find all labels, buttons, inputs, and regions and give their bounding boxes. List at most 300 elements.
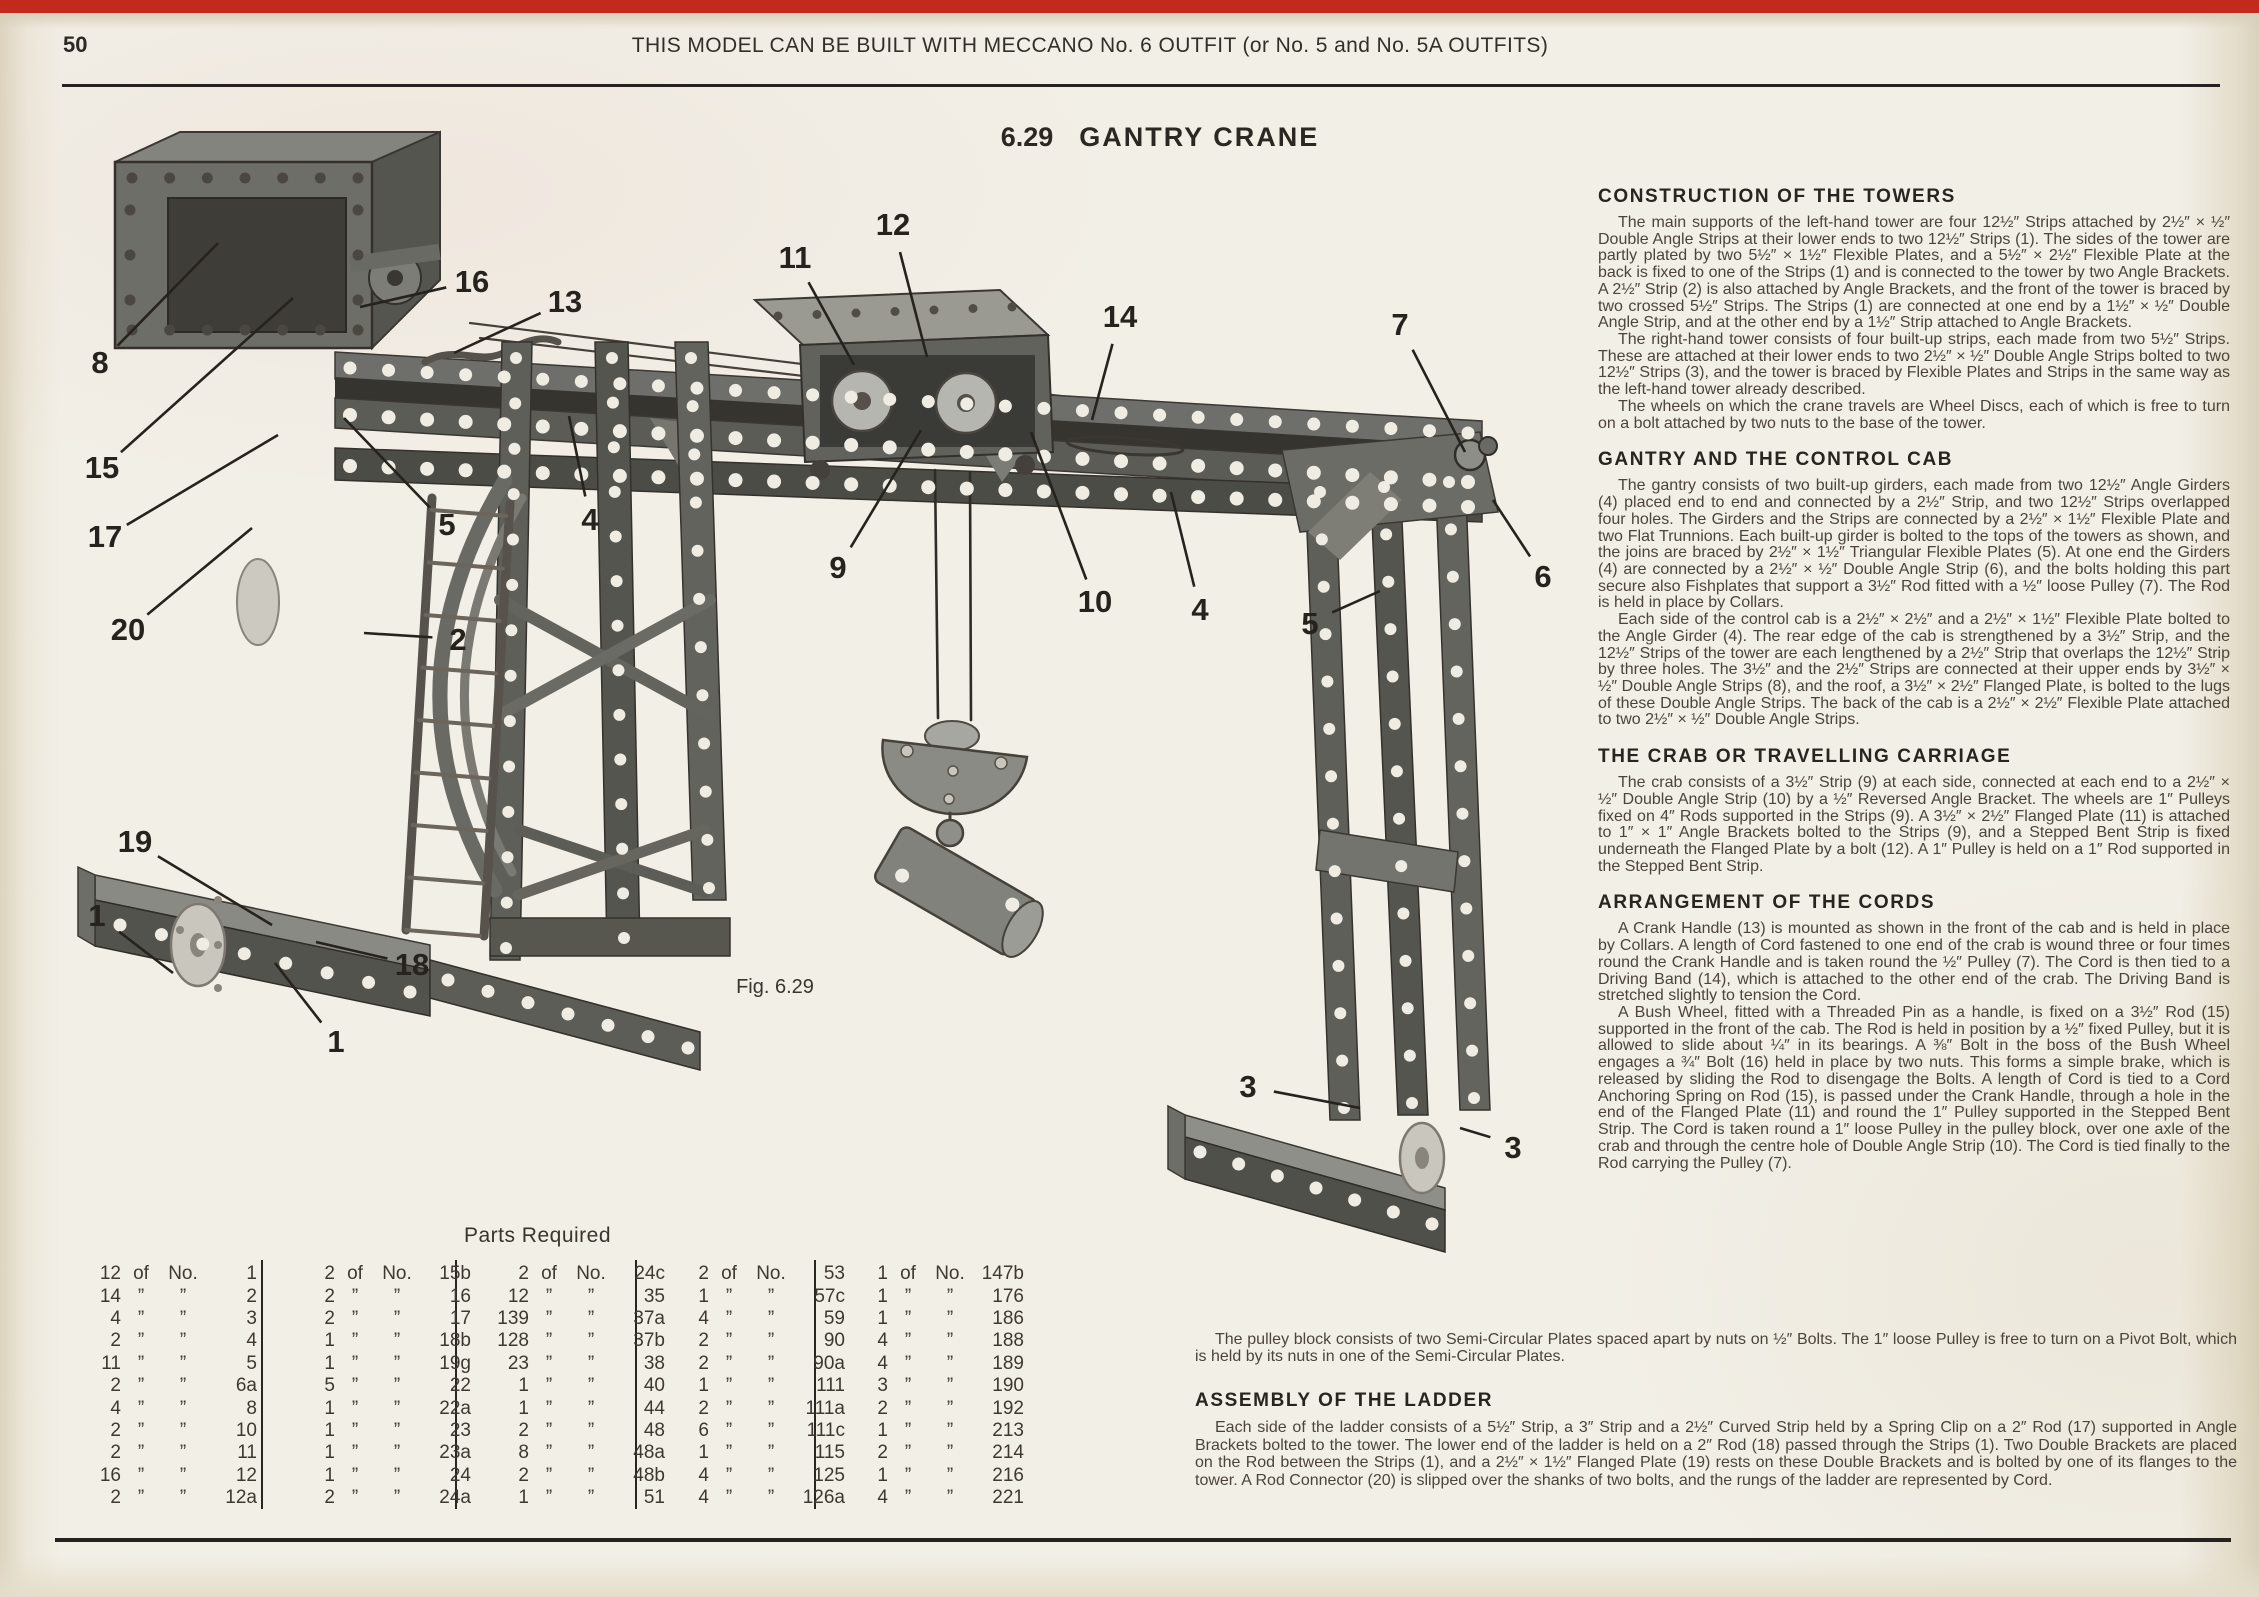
strip-hole bbox=[353, 325, 364, 336]
ditto-mark: ” bbox=[587, 1397, 595, 1419]
part-quantity: 1 bbox=[698, 1375, 709, 1397]
crane-illustration bbox=[50, 130, 1620, 1270]
strip-hole bbox=[922, 395, 935, 408]
part-quantity: 4 bbox=[110, 1307, 121, 1329]
part-number: 19g bbox=[439, 1352, 471, 1374]
ditto-mark: ” bbox=[767, 1330, 775, 1352]
part-number: 17 bbox=[449, 1307, 471, 1329]
ditto-mark: of bbox=[133, 1263, 149, 1285]
strip-hole bbox=[127, 173, 138, 184]
ditto-mark: ” bbox=[137, 1307, 145, 1329]
ditto-mark: ” bbox=[179, 1397, 187, 1419]
strip-hole bbox=[729, 473, 743, 487]
strip-hole bbox=[692, 545, 704, 557]
part-quantity: 2 bbox=[110, 1487, 121, 1509]
ditto-mark: ” bbox=[351, 1330, 359, 1352]
strip-hole bbox=[1466, 1045, 1478, 1057]
ditto-mark: ” bbox=[946, 1419, 954, 1441]
strip-hole bbox=[321, 966, 334, 979]
parts-row bbox=[75, 1420, 261, 1442]
parts-column bbox=[75, 1260, 263, 1509]
callout-label: 1 bbox=[88, 898, 106, 933]
strip-hole bbox=[1395, 860, 1407, 872]
parts-row bbox=[75, 1285, 261, 1307]
strip-hole bbox=[960, 445, 974, 459]
strip-hole bbox=[1456, 808, 1468, 820]
parts-row bbox=[289, 1397, 471, 1419]
ditto-mark: ” bbox=[393, 1442, 401, 1464]
part-quantity: 2 bbox=[324, 1487, 335, 1509]
part-number: 37b bbox=[633, 1330, 665, 1352]
ditto-mark: ” bbox=[725, 1352, 733, 1374]
part-number: 186 bbox=[992, 1307, 1024, 1329]
strip-hole bbox=[501, 897, 513, 909]
ditto-mark: ” bbox=[587, 1487, 595, 1509]
callout-label: 16 bbox=[454, 264, 490, 299]
parts-row bbox=[75, 1308, 261, 1330]
part-number: 3 bbox=[246, 1307, 257, 1329]
ditto-mark: ” bbox=[351, 1442, 359, 1464]
gantry-crane-figure bbox=[50, 130, 1620, 1270]
ditto-mark: ” bbox=[393, 1307, 401, 1329]
callout-label: 9 bbox=[829, 550, 847, 585]
strip-hole bbox=[1153, 409, 1166, 422]
strip-hole bbox=[696, 689, 708, 701]
instruction-section bbox=[1598, 186, 2230, 432]
part-number: 48b bbox=[633, 1464, 665, 1486]
parts-row bbox=[842, 1464, 1024, 1487]
ditto-mark: ” bbox=[179, 1442, 187, 1464]
ditto-mark: ” bbox=[904, 1419, 912, 1441]
parts-row bbox=[289, 1307, 471, 1330]
page-header: THIS MODEL CAN BE BUILT WITH MECCANO No. 6 OUTFIT (or No. 5 and No. 5A OUTFITS) bbox=[631, 34, 1549, 57]
ditto-mark: of bbox=[541, 1263, 557, 1285]
strip-hole bbox=[315, 173, 326, 184]
strip-hole bbox=[1422, 499, 1436, 513]
strip-hole bbox=[768, 386, 781, 399]
strip-hole bbox=[891, 307, 900, 316]
strip-hole bbox=[1076, 404, 1089, 417]
part-number: 111a bbox=[805, 1397, 845, 1419]
strip-hole bbox=[420, 413, 434, 427]
ditto-mark: ” bbox=[351, 1375, 359, 1397]
strip-hole bbox=[1327, 818, 1339, 830]
part-quantity: 2 bbox=[518, 1263, 529, 1285]
strip-hole bbox=[1332, 960, 1344, 972]
strip-hole bbox=[1406, 1097, 1418, 1109]
parts-row bbox=[289, 1285, 471, 1307]
strip-hole bbox=[508, 488, 520, 500]
figure-caption: Fig. 6.29 bbox=[736, 976, 814, 998]
parts-row bbox=[483, 1464, 665, 1487]
part-number: 48 bbox=[643, 1419, 665, 1441]
part-number: 125 bbox=[813, 1464, 845, 1486]
strip-hole bbox=[482, 985, 495, 998]
section-paragraph: A Bush Wheel, fitted with a Threaded Pin as a handle, is fixed on a 3½″ Rod (15) supported in the front of the cab. The Rod is held in position by a ½″ fixed Pulley, but it is allowed to slide about ¼″ in its bearings. A ⅜″ Bolt in the boss of the Bush Wheel engages a ¾″ Bolt (16) held in place by two nuts. This forms a simple brake, which is released by sliding the Rod to disengage the Bolts. A length of Cord is tied to a Cord Anchoring Spring on Rod (15), is passed under the Crank Handle, through a hole in the end of the Flanged Plate (11) and round the 1″ Pulley supported in the Stepped Bent Strip. The Cord is taken round a 1″ loose Pulley in the pulley block, over one axle of the crab and through the centre hole of Double Angle Strip (10). The Cord is tied finally to the Rod carrying the Pulley (7). bbox=[1598, 1004, 2230, 1172]
ditto-mark: ” bbox=[393, 1464, 401, 1486]
part-number: 126a bbox=[802, 1487, 845, 1509]
ditto-mark: ” bbox=[946, 1464, 954, 1486]
part-number: 12a bbox=[225, 1487, 257, 1509]
ditto-mark: ” bbox=[725, 1285, 733, 1307]
callout-label: 6 bbox=[1534, 559, 1552, 594]
strip-hole bbox=[1153, 489, 1167, 503]
strip-hole bbox=[960, 397, 973, 410]
strip-hole bbox=[615, 798, 627, 810]
strip-hole bbox=[1443, 476, 1455, 488]
ditto-mark: ” bbox=[137, 1330, 145, 1352]
strip-hole bbox=[1230, 413, 1243, 426]
strip-hole bbox=[315, 325, 326, 336]
part-number: 190 bbox=[992, 1375, 1024, 1397]
ditto-mark: ” bbox=[767, 1352, 775, 1374]
ditto-mark: ” bbox=[587, 1307, 595, 1329]
parts-row bbox=[842, 1307, 1024, 1330]
ditto-mark: ” bbox=[946, 1352, 954, 1374]
part-number: 90a bbox=[813, 1352, 845, 1374]
ditto-mark: ” bbox=[137, 1285, 145, 1307]
parts-row bbox=[483, 1285, 665, 1307]
ditto-mark: ” bbox=[393, 1397, 401, 1419]
strip-hole bbox=[459, 415, 473, 429]
strip-hole bbox=[612, 664, 624, 676]
ditto-mark: ” bbox=[137, 1442, 145, 1464]
strip-hole bbox=[690, 497, 702, 509]
part-number: 90 bbox=[823, 1330, 845, 1352]
strip-hole bbox=[1426, 1218, 1439, 1231]
strip-hole bbox=[729, 431, 743, 445]
strip-hole bbox=[1037, 402, 1050, 415]
part-quantity: 6 bbox=[698, 1419, 709, 1441]
part-number: 51 bbox=[643, 1487, 665, 1509]
parts-row bbox=[483, 1375, 665, 1397]
ditto-mark: ” bbox=[904, 1285, 912, 1307]
strip-hole bbox=[362, 976, 375, 989]
strip-hole bbox=[277, 173, 288, 184]
ditto-mark: ” bbox=[725, 1442, 733, 1464]
ditto-mark: ” bbox=[179, 1285, 187, 1307]
section-paragraph: The crab consists of a 3½″ Strip (9) at each side, connected at each end to a 2½″ × ½″ Double Angle Strip (10) by a ½″ Reversed Angle Bracket. The wheels are 1″ Pulleys fixed on 4″ Rods supported in the Strips (9). A 3½″ × 2½″ Flanged Plate (11) is attached to 1″ × 1″ Angle Brackets bolted to the Strips (9), and a Stepped Bent Strip is fixed underneath the Flanged Plate by a bolt (12). A 1″ Pulley is held on a 1″ Rod supported in the Stepped Bent Strip. bbox=[1598, 774, 2230, 875]
strip-hole bbox=[421, 366, 434, 379]
parts-row bbox=[663, 1419, 845, 1442]
instruction-section bbox=[1598, 449, 2230, 729]
callout-leader-line bbox=[1493, 500, 1530, 556]
parts-row bbox=[289, 1263, 471, 1285]
section-paragraph: The right-hand tower consists of four built-up strips, each made from two 5½″ Strips. These are attached at their lower ends to two 2½″ × ½″ Double Angle Strips bolted to two 12½″ Strips (3), and the tower is braced by Flexible Plates and Strips in the same way as the left-hand tower already described. bbox=[1598, 331, 2230, 399]
strip-hole bbox=[1194, 1146, 1207, 1159]
part-number: 18b bbox=[439, 1330, 471, 1352]
ladder-rung bbox=[419, 720, 493, 726]
parts-row bbox=[663, 1285, 845, 1307]
strip-hole bbox=[382, 364, 395, 377]
strip-hole bbox=[497, 465, 511, 479]
strip-hole bbox=[1423, 424, 1436, 437]
callout-label: 4 bbox=[581, 502, 599, 537]
strip-hole bbox=[610, 530, 622, 542]
part-quantity: 2 bbox=[110, 1375, 121, 1397]
header-rule bbox=[62, 84, 2220, 87]
pulley-note-text: The pulley block consists of two Semi-Circular Plates spaced apart by nuts on ½″ Bolts. The 1″ loose Pulley is free to turn on a Pivot Bolt, which is held by its nuts in one of the Semi-Circular Plates. bbox=[1195, 1331, 2237, 1365]
strip-hole bbox=[353, 173, 364, 184]
callout-label: 7 bbox=[1391, 307, 1409, 342]
ditto-mark: ” bbox=[587, 1464, 595, 1486]
ditto-mark: ” bbox=[137, 1397, 145, 1419]
parts-row bbox=[842, 1352, 1024, 1375]
parts-column bbox=[263, 1260, 471, 1509]
top-red-band bbox=[0, 0, 2259, 13]
strip-hole bbox=[1307, 466, 1321, 480]
part-number: 44 bbox=[643, 1397, 665, 1419]
ditto-mark: ” bbox=[725, 1487, 733, 1509]
strip-hole bbox=[1387, 1206, 1400, 1219]
strip-hole bbox=[1453, 713, 1465, 725]
ditto-mark: ” bbox=[351, 1307, 359, 1329]
strip-hole bbox=[1075, 486, 1089, 500]
strip-hole bbox=[1464, 997, 1476, 1009]
part-number: 24 bbox=[449, 1464, 471, 1486]
strip-hole bbox=[536, 373, 549, 386]
callout-label: 20 bbox=[110, 612, 146, 647]
ditto-mark: No. bbox=[756, 1263, 786, 1285]
ditto-mark: ” bbox=[137, 1419, 145, 1441]
strip-hole bbox=[214, 896, 222, 904]
strip-hole bbox=[613, 377, 626, 390]
parts-row bbox=[842, 1397, 1024, 1419]
parts-row bbox=[483, 1487, 665, 1509]
strip-hole bbox=[1468, 1092, 1480, 1104]
strip-hole bbox=[125, 295, 136, 306]
ditto-mark: ” bbox=[393, 1375, 401, 1397]
ditto-mark: No. bbox=[935, 1263, 965, 1285]
ditto-mark: ” bbox=[725, 1419, 733, 1441]
ditto-mark: ” bbox=[587, 1285, 595, 1307]
strip-hole bbox=[930, 306, 939, 315]
parts-row bbox=[75, 1465, 261, 1487]
ditto-mark: ” bbox=[725, 1330, 733, 1352]
strip-hole bbox=[442, 974, 455, 987]
callout-label: 15 bbox=[84, 450, 120, 485]
strip-hole bbox=[240, 173, 251, 184]
part-quantity: 128 bbox=[497, 1330, 529, 1352]
parts-row bbox=[663, 1352, 845, 1375]
part-quantity: 2 bbox=[518, 1419, 529, 1441]
strip-hole bbox=[1075, 452, 1089, 466]
ditto-mark: ” bbox=[946, 1397, 954, 1419]
strip-hole bbox=[806, 388, 819, 401]
parts-row bbox=[483, 1352, 665, 1375]
parts-row bbox=[289, 1487, 471, 1509]
ladder-rung bbox=[406, 930, 480, 936]
strip-hole bbox=[536, 466, 550, 480]
strip-hole bbox=[602, 1019, 615, 1032]
ditto-mark: ” bbox=[767, 1375, 775, 1397]
ditto-mark: ” bbox=[725, 1397, 733, 1419]
strip-hole bbox=[1345, 468, 1359, 482]
ditto-mark: ” bbox=[725, 1307, 733, 1329]
ditto-mark: ” bbox=[393, 1285, 401, 1307]
strip-hole bbox=[1314, 486, 1326, 498]
strip-hole bbox=[969, 304, 978, 313]
part-number: 48a bbox=[633, 1442, 665, 1464]
strip-hole bbox=[998, 447, 1012, 461]
parts-row bbox=[842, 1285, 1024, 1307]
parts-column bbox=[457, 1260, 665, 1509]
ditto-mark: ” bbox=[179, 1352, 187, 1374]
ditto-mark: ” bbox=[545, 1375, 553, 1397]
strip-hole bbox=[1404, 1050, 1416, 1062]
parts-required-title: Parts Required bbox=[463, 1224, 612, 1247]
strip-hole bbox=[1191, 459, 1205, 473]
part-number: 24a bbox=[439, 1487, 471, 1509]
ladder-paragraph: Each side of the ladder consists of a 5½″ Strip, a 3″ Strip and a 2½″ Curved Strip held by a Spring Clip on a 2″ Rod (17) supported in Angle Brackets bolted to the tower. The lower end of the ladder is held on a 2″ Rod (18) passed through the Strips (1). Two Double Brackets are placed on the Rod between the Strips (1), and a 2½″ × 1½″ Flanged Plate (19) rests on these Double Brackets and is bolted by one of its flanges to the tower. A Rod Connector (20) is slipped over the shanks of two bolts, and the rungs of the ladder are represented by Cord. bbox=[1195, 1419, 2237, 1489]
callout-label: 8 bbox=[91, 345, 109, 380]
ditto-mark: ” bbox=[767, 1487, 775, 1509]
parts-row bbox=[75, 1397, 261, 1419]
strip-hole bbox=[698, 737, 710, 749]
part-number: 40 bbox=[643, 1375, 665, 1397]
callout-label: 14 bbox=[1102, 299, 1138, 334]
strip-hole bbox=[164, 325, 175, 336]
parts-row bbox=[663, 1330, 845, 1352]
strip-hole bbox=[688, 448, 700, 460]
part-quantity: 139 bbox=[497, 1307, 529, 1329]
parts-row bbox=[663, 1307, 845, 1330]
ditto-mark: ” bbox=[946, 1285, 954, 1307]
part-quantity: 2 bbox=[698, 1397, 709, 1419]
ditto-mark: ” bbox=[351, 1487, 359, 1509]
model-number: 6.29 bbox=[1000, 122, 1054, 152]
strip-hole bbox=[1230, 492, 1244, 506]
part-number: 111 bbox=[816, 1375, 845, 1397]
section-paragraph: The main supports of the left-hand tower are four 12½″ Strips attached by 2½″ × ½″ Double Angle Strips at their lower ends to two 12½″ Strips (1). The sides of the tower are partly plated by two 5½″ × 1½″ Flexible Plates, and a 5½″ × 2½″ Flexible Plate at the back is fixed to one of the Strips (1) and is connected to the tower by two Angle Brackets. A 2½″ Strip (2) is also attached by Angle Brackets, and the front of the tower is braced by two crossed 5½″ Strips. The Strips (1) are connected at one end by a 1½″ × ½″ Double Angle Strip, and at the other end by a 1½″ Strip attached to Angle Brackets. bbox=[1598, 214, 2230, 332]
part-quantity: 4 bbox=[698, 1464, 709, 1486]
ditto-mark: ” bbox=[393, 1419, 401, 1441]
strip-hole bbox=[690, 382, 703, 395]
strip-hole bbox=[1462, 950, 1474, 962]
parts-row bbox=[663, 1375, 845, 1397]
page-number: 50 bbox=[63, 32, 88, 57]
part-quantity: 5 bbox=[324, 1375, 335, 1397]
strip-hole bbox=[613, 709, 625, 721]
strip-hole bbox=[845, 391, 858, 404]
strip-hole bbox=[1384, 497, 1398, 511]
ditto-mark: ” bbox=[545, 1352, 553, 1374]
strip-hole bbox=[498, 370, 511, 383]
part-number: 22 bbox=[449, 1375, 471, 1397]
strip-hole bbox=[1455, 760, 1467, 772]
strip-hole bbox=[164, 173, 175, 184]
section-paragraph: Each side of the control cab is a 2½″ × 2½″ and a 2½″ × 1½″ Flexible Plate bolted to the Angle Girder (4). The rear edge of the cab is strengthened by a 3½″ Strip, and the 12½″ Strips of the tower are each lengthened by a 2½″ Strip that overlaps the 12½″ Strip by three holes. The 3½″ and the 2½″ Strips are connected at their upper ends by 3½″ × ½″ Double Angle Strips (8), and the roof, a 3½″ × 2½″ Flanged Plate, is bolted to the lugs of these Double Angle Strips. The back of the cab is a 2½″ × 2½″ Flexible Plate attached to two 2½″ × ½″ Double Angle Strips. bbox=[1598, 611, 2230, 729]
strip-hole bbox=[404, 986, 417, 999]
part-quantity: 2 bbox=[110, 1442, 121, 1464]
ditto-mark: No. bbox=[168, 1263, 198, 1285]
part-number: 38 bbox=[643, 1352, 665, 1374]
part-quantity: 1 bbox=[324, 1419, 335, 1441]
part-quantity: 4 bbox=[877, 1487, 888, 1509]
strip-hole bbox=[505, 670, 517, 682]
callout-label: 3 bbox=[1504, 1130, 1522, 1165]
strip-hole bbox=[155, 928, 168, 941]
strip-hole bbox=[353, 205, 364, 216]
callout-label: 17 bbox=[87, 519, 123, 554]
strip-hole bbox=[1114, 454, 1128, 468]
ditto-mark: ” bbox=[393, 1330, 401, 1352]
callout-label: 2 bbox=[449, 622, 467, 657]
parts-row bbox=[842, 1263, 1024, 1285]
part-quantity: 2 bbox=[877, 1397, 888, 1419]
ditto-mark: ” bbox=[137, 1352, 145, 1374]
callout-label: 3 bbox=[1239, 1069, 1257, 1104]
part-number: 53 bbox=[823, 1263, 845, 1285]
ditto-mark: ” bbox=[179, 1307, 187, 1329]
strip-hole bbox=[503, 760, 515, 772]
part-number: 147b bbox=[981, 1263, 1024, 1285]
part-quantity: 1 bbox=[324, 1397, 335, 1419]
part-number: 192 bbox=[992, 1397, 1024, 1419]
strip-hole bbox=[1451, 666, 1463, 678]
parts-row bbox=[483, 1397, 665, 1419]
strip-hole bbox=[574, 422, 588, 436]
ditto-mark: ” bbox=[946, 1307, 954, 1329]
callout-leader-line bbox=[127, 435, 278, 525]
parts-row bbox=[483, 1307, 665, 1330]
part-quantity: 2 bbox=[324, 1285, 335, 1307]
strip-hole bbox=[507, 534, 519, 546]
parts-row bbox=[663, 1487, 845, 1509]
strip-hole bbox=[695, 641, 707, 653]
strip-hole bbox=[921, 443, 935, 457]
instruction-section bbox=[1598, 892, 2230, 1172]
strip-hole bbox=[1422, 473, 1436, 487]
part-quantity: 1 bbox=[518, 1397, 529, 1419]
ditto-mark: ” bbox=[904, 1352, 912, 1374]
strip-hole bbox=[343, 459, 357, 473]
strip-hole bbox=[1389, 718, 1401, 730]
section-heading: GANTRY AND THE CONTROL CAB bbox=[1598, 449, 1954, 471]
strip-hole bbox=[202, 173, 213, 184]
strip-hole bbox=[125, 250, 136, 261]
part-quantity: 2 bbox=[518, 1464, 529, 1486]
ditto-mark: ” bbox=[351, 1352, 359, 1374]
strip-hole bbox=[700, 786, 712, 798]
callout-label: 4 bbox=[1191, 592, 1209, 627]
ditto-mark: ” bbox=[351, 1285, 359, 1307]
ditto-mark: ” bbox=[946, 1375, 954, 1397]
strip-hole bbox=[607, 397, 619, 409]
strip-hole bbox=[500, 942, 512, 954]
parts-column bbox=[637, 1260, 845, 1509]
page-bottom-edge bbox=[0, 1556, 2259, 1597]
ditto-mark: of bbox=[347, 1263, 363, 1285]
strip-hole bbox=[1316, 533, 1328, 545]
part-quantity: 3 bbox=[877, 1375, 888, 1397]
callout-leader-line bbox=[1460, 1128, 1490, 1137]
part-quantity: 1 bbox=[698, 1442, 709, 1464]
strip-hole bbox=[729, 384, 742, 397]
strip-hole bbox=[651, 470, 665, 484]
strip-hole bbox=[1400, 955, 1412, 967]
ditto-mark: ” bbox=[587, 1442, 595, 1464]
strip-hole bbox=[883, 440, 897, 454]
part-quantity: 4 bbox=[877, 1352, 888, 1374]
part-number: 23 bbox=[449, 1419, 471, 1441]
parts-row bbox=[289, 1330, 471, 1352]
callout-label: 13 bbox=[547, 284, 583, 319]
strip-hole bbox=[1153, 457, 1167, 471]
ditto-mark: ” bbox=[767, 1285, 775, 1307]
strip-hole bbox=[606, 352, 618, 364]
ditto-mark: ” bbox=[946, 1487, 954, 1509]
